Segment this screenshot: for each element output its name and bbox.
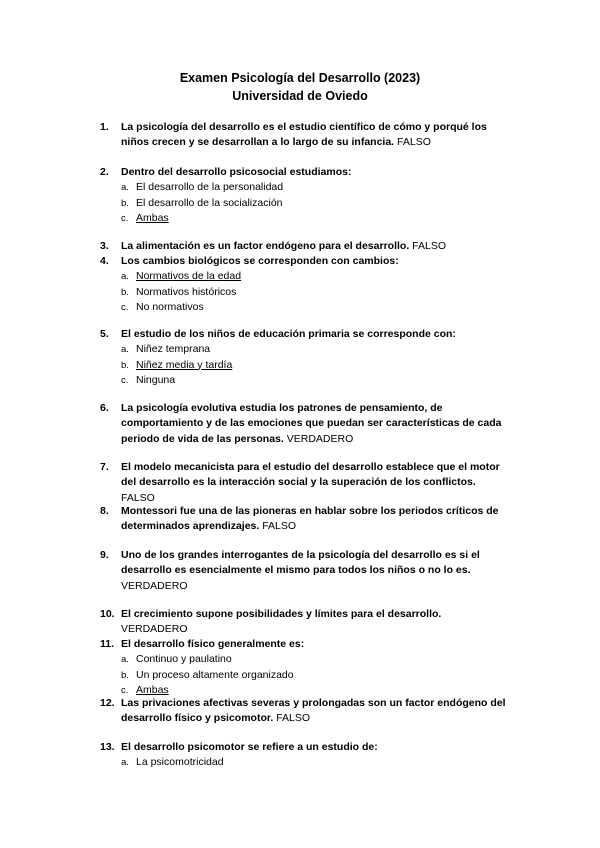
institution-name: Universidad de Oviedo [232, 89, 368, 103]
option-text: El desarrollo de la personalidad [136, 181, 284, 194]
option-letter: a. [121, 344, 129, 356]
question-text: Montessori fue una de las pioneras en hablar sobre los periodos críticos de determinados aprendizajes. [121, 505, 499, 533]
question-number: 9. [100, 549, 109, 561]
question-number: 2. [100, 166, 109, 178]
question-text: El desarrollo psicomotor se refiere a un estudio de: [121, 741, 378, 753]
question-text: Las privaciones afectivas severas y prolongadas son un factor endógeno del desarrollo físico y psicomotor. [121, 697, 506, 725]
option-letter: a. [121, 654, 129, 666]
option-list [100, 755, 510, 770]
option-letter: b. [121, 286, 129, 298]
question-12 [100, 696, 510, 727]
question-number: 7. [100, 461, 109, 473]
option-text-correct: Ambas [136, 211, 169, 224]
option-c [100, 300, 510, 315]
option-letter: a. [121, 271, 129, 283]
option-a [100, 180, 510, 195]
option-text: No normativos [136, 300, 204, 313]
option-text: Continuo y paulatino [136, 653, 232, 666]
question-4 [100, 254, 510, 315]
option-letter: a. [121, 182, 129, 194]
question-number: 10. [100, 608, 115, 620]
question-9 [100, 548, 510, 594]
option-list [100, 180, 510, 226]
option-b [100, 358, 510, 373]
answer-text: FALSO [276, 712, 311, 725]
option-letter: a. [121, 757, 129, 769]
question-text: El modelo mecanicista para el estudio del desarrollo establece que el motor del desarrollo es la interacción social y la superación de los conflictos. [121, 461, 500, 489]
question-text: Los cambios biológicos se corresponden con cambios: [121, 255, 399, 267]
option-text-correct: Ambas [136, 683, 169, 696]
question-text: Dentro del desarrollo psicosocial estudiamos: [121, 166, 352, 178]
question-text: El desarrollo físico generalmente es: [121, 638, 305, 650]
answer-text: FALSO [121, 491, 155, 504]
answer-text: VERDADERO [121, 623, 188, 636]
question-13 [100, 740, 510, 771]
question-text: La psicología evolutiva estudia los patrones de pensamiento, de comportamiento y de las emociones que puedan ser características de cada periodo de vida de las personas. [121, 402, 502, 445]
question-10 [100, 607, 510, 638]
answer-text: FALSO [412, 240, 447, 252]
option-text: El desarrollo de la socialización [136, 196, 283, 209]
question-text: La alimentación es un factor endógeno para el desarrollo. [121, 240, 410, 252]
option-letter: b. [121, 197, 129, 209]
question-8 [100, 504, 510, 535]
answer-text: VERDADERO [121, 579, 188, 592]
option-letter: b. [121, 359, 129, 371]
question-5 [100, 327, 510, 388]
option-text: Niñez temprana [136, 343, 211, 356]
option-c [100, 373, 510, 388]
option-a [100, 652, 510, 667]
question-text: El estudio de los niños de educación primaria se corresponde con: [121, 328, 456, 340]
question-text: Uno de los grandes interrogantes de la psicología del desarrollo es si el desarrollo es esencialmente el mismo para todos los niños o no lo es. [121, 549, 480, 577]
question-1 [100, 120, 510, 151]
option-text: Ninguna [136, 373, 176, 386]
question-number: 4. [100, 255, 109, 267]
option-letter: b. [121, 669, 129, 681]
question-number: 11. [100, 638, 115, 650]
question-3 [100, 239, 510, 254]
answer-text: FALSO [397, 136, 431, 149]
question-text: El crecimiento supone posibilidades y límites para el desarrollo. [121, 608, 442, 620]
option-text-correct: Normativos de la edad [136, 270, 242, 283]
option-a [100, 342, 510, 357]
option-letter: c. [121, 684, 129, 696]
question-text: La psicología del desarrollo es el estudio científico de cómo y porqué los niños crecen y se desarrollan a lo largo de su infancia. [121, 121, 487, 149]
option-text-correct: Niñez media y tardía [136, 358, 233, 371]
question-number: 3. [100, 240, 109, 252]
option-list [100, 269, 510, 315]
question-11 [100, 637, 510, 698]
question-number: 5. [100, 328, 109, 340]
option-list [100, 652, 510, 698]
option-c [100, 211, 510, 226]
question-2 [100, 165, 510, 226]
answer-text: VERDADERO [286, 432, 354, 445]
question-number: 8. [100, 505, 109, 517]
option-text: La psicomotricidad [136, 756, 224, 769]
question-number: 1. [100, 121, 109, 133]
option-b [100, 285, 510, 300]
option-b [100, 196, 510, 211]
question-number: 6. [100, 402, 109, 414]
option-text: Un proceso altamente organizado [136, 668, 294, 681]
question-number: 12. [100, 697, 115, 709]
exam-title: Examen Psicología del Desarrollo (2023) [179, 71, 421, 85]
question-number: 13. [100, 741, 115, 753]
option-a [100, 269, 510, 284]
answer-text: FALSO [262, 520, 297, 533]
option-a [100, 755, 510, 770]
option-text: Normativos históricos [136, 285, 237, 298]
question-6 [100, 401, 510, 447]
option-letter: c. [121, 212, 129, 224]
option-letter: c. [121, 374, 129, 386]
option-list [100, 342, 510, 388]
option-b [100, 668, 510, 683]
question-7 [100, 460, 510, 506]
option-letter: c. [121, 301, 129, 313]
